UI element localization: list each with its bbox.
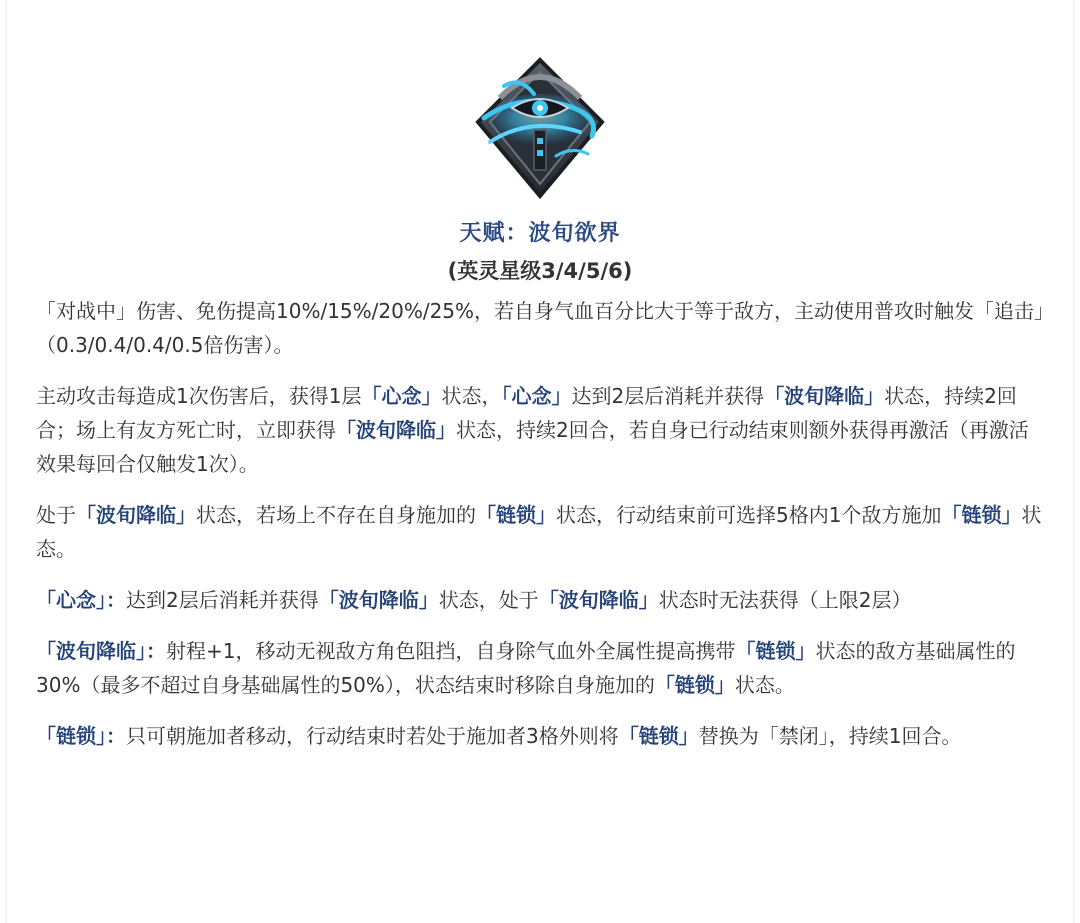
text-segment: 达到2层后消耗并获得 [571, 384, 765, 408]
status-keyword: 「波旬降临」： [36, 639, 166, 663]
text-segment: 射程+1，移动无视敌方角色阻挡，自身除气血外全属性提高携带 [166, 639, 736, 663]
status-keyword: 「波旬降临」 [764, 384, 885, 408]
status-keyword: 「链锁」 [654, 673, 735, 697]
status-keyword: 「链锁」 [941, 503, 1022, 527]
status-keyword: 「链锁」： [36, 724, 126, 748]
text-segment: 主动攻击每造成1次伤害后，获得1层 [36, 384, 362, 408]
text-segment: 状态， [441, 384, 502, 408]
talent-title: 天赋：波旬欲界 [459, 221, 621, 246]
status-keyword: 「心念」 [501, 384, 572, 408]
status-keyword: 「链锁」 [735, 639, 816, 663]
paragraph-chain-def [36, 719, 1048, 753]
text-segment: 状态。 [734, 673, 795, 697]
paragraph-chain-apply [36, 498, 1048, 566]
text-segment: 状态，若场上不存在自身施加的 [196, 503, 476, 527]
talent-description [36, 294, 1048, 770]
status-keyword: 「心念」： [36, 588, 126, 612]
text-segment: 达到2层后消耗并获得 [126, 588, 319, 612]
talent-emblem-icon [460, 46, 620, 206]
talent-subtitle: (英灵星级3/4/5/6) [447, 259, 633, 283]
text-segment: 状态，持续2回合；场上有友方死亡时，立即获得 [36, 384, 1017, 442]
paragraph-boxun-def [36, 634, 1048, 702]
text-segment: 状态的敌方基础属性的30%（最多不超过自身基础属性的50%），状态结束时移除自身施加的 [36, 639, 1016, 697]
status-keyword: 「链锁」 [476, 503, 556, 527]
text-segment: 状态，处于 [438, 588, 539, 612]
text-segment: 「对战中」伤害、免伤提高10%/15%/20%/25%，若自身气血百分比大于等于敌方，主动使用普攻时触发「追击」（0.3/0.4/0.4/0.5倍伤害）。 [36, 299, 1045, 357]
status-keyword: 「波旬降临」 [538, 588, 659, 612]
text-segment: 状态时无法获得（上限2层） [658, 588, 912, 612]
status-keyword: 「波旬降临」 [336, 418, 456, 442]
text-segment: 只可朝施加者移动，行动结束时若处于施加者3格外则将 [126, 724, 619, 748]
status-keyword: 「链锁」 [618, 724, 699, 748]
text-segment: 处于 [36, 503, 76, 527]
text-segment: 状态，行动结束前可选择5格内1个敌方施加 [556, 503, 942, 527]
paragraph-xinnian-gain [36, 379, 1048, 481]
status-keyword: 「波旬降临」 [76, 503, 196, 527]
text-segment: 状态。 [36, 503, 1042, 561]
status-keyword: 「心念」 [361, 384, 442, 408]
text-segment: 替换为「禁闭」，持续1回合。 [698, 724, 962, 748]
text-segment: 状态，持续2回合，若自身已行动结束则额外获得再激活（再激活效果每回合仅触发1次）。 [36, 418, 1029, 476]
paragraph-combat-bonus [36, 294, 1048, 362]
status-keyword: 「波旬降临」 [318, 588, 439, 612]
paragraph-xinnian-def [36, 583, 1048, 617]
